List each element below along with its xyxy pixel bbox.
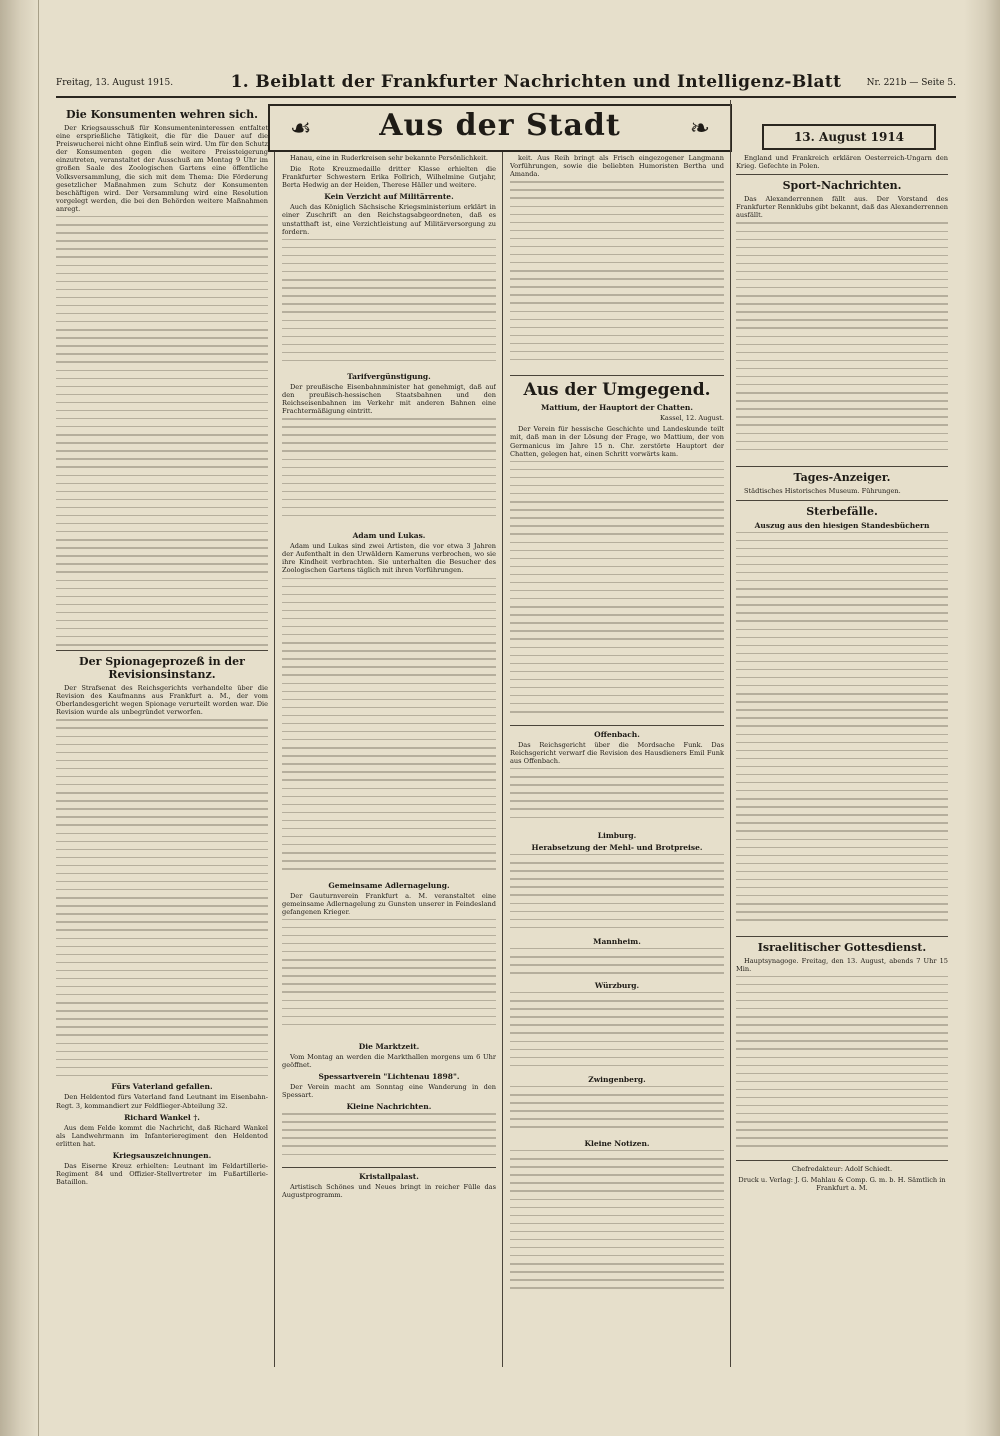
article-headline: Kriegsauszeichnungen. [112, 1150, 212, 1160]
ornament-right-icon: ❧ [689, 114, 710, 142]
text-block [736, 222, 948, 462]
article-headline: Die Marktzeit. [358, 1041, 420, 1051]
text-block [282, 919, 496, 1039]
article-text: Der Verein für hessische Geschichte und Landeskunde teilt mit, daß man in der Lösung der Frage, wo Mattium, der von Germanicus im Jahre 15 n. Chr. zerstörte Hauptort der Chatten, gelegen hat, einen Schritt vorwärts kam. [510, 425, 724, 458]
text-block [282, 418, 496, 528]
service-times [736, 976, 948, 1156]
publisher-credit: Druck u. Verlag: J. G. Mahlau & Comp. G. m. b. H. Sämtlich in Frankfurt a. M. [738, 1175, 946, 1192]
text-block [510, 992, 724, 1072]
section-rule [282, 1167, 496, 1168]
masthead [56, 72, 956, 98]
article-text: Der Kriegsausschuß für Konsumenteninteressen entfaltet eine ersprießliche Tätigkeit, die für die Dauer auf die Preiswucherei nicht ohne Einfluß sein wird. Um für den Schutz der Konsumenten gegen die weitere Preissteigerung einzutreten, veranstaltet der Ausschuß am Montag 9 Uhr im großen Saale des Zoologischen Gartens eine öffentliche Volksversammlung, die sich mit dem Thema: Die Förderung gesetzlicher Maßnahmen zum Schutz der Konsumenten beschäftigen wird. Der Versammlung wird eine Resolution vorgelegt werden, die bei den Behörden weitere Maßnahmen anregt. [56, 124, 268, 213]
article-text: Hauptsynagoge. Freitag, den 13. August, abends 7 Uhr 15 Min. [736, 956, 948, 973]
text-block [282, 578, 496, 878]
article-text: Das Alexanderrennen fällt aus. Der Vorstand des Frankfurter Rennklubs gibt bekannt, daß das Alexanderrennen ausfällt. [736, 195, 948, 220]
issue-date: Freitag, 13. August 1915. [56, 78, 174, 88]
article-headline: Mattium, der Hauptort der Chatten. [541, 403, 693, 413]
editor-credit: Chefredakteur: Adolf Schiedt. [791, 1164, 893, 1173]
article-headline: Kristallpalast. [359, 1172, 419, 1182]
dateline: Kassel, 12. August. [659, 414, 724, 423]
column-1 [56, 104, 268, 1366]
article-headline: Fürs Vaterland gefallen. [111, 1082, 213, 1092]
subheading: Auszug aus den hiesigen Standesbüchern [754, 520, 930, 530]
section-headline: Tages-Anzeiger. [793, 471, 891, 485]
article-text: Artistisch Schönes und Neues bringt in reicher Fülle das Augustprogramm. [282, 1183, 496, 1200]
article-text: Vom Montag an werden die Markthallen morgens um 6 Uhr geöffnet. [282, 1052, 496, 1069]
ornament-left-icon: ☙ [290, 114, 312, 142]
section-rule [510, 725, 724, 726]
supplement-title: 1. Beiblatt der Frankfurter Nachrichten und Intelligenz-Blatt [230, 72, 842, 92]
article-headline: Kleine Notizen. [584, 1139, 650, 1149]
binding-strip [0, 0, 39, 1436]
text-block [510, 181, 724, 371]
place-heading: Würzburg. [594, 981, 640, 991]
article-text: keit. Aus Reih bringt als Frisch eingezogener Langmann Vorführungen, sowie die beliebten Humoristen Bertha und Amanda. [510, 154, 724, 179]
text-block [510, 854, 724, 934]
article-headline: Adam und Lukas. [352, 531, 426, 541]
article-text: Der Verein macht am Sonntag eine Wanderung in den Spessart. [282, 1082, 496, 1100]
article-text: Den Heldentod fürs Vaterland fand Leutnant im Eisenbahn-Regt. 3, kommandiert zur Feldflieger-Abteilung 32. [56, 1093, 268, 1110]
article-headline: Der Spionageprozeß in der Revisionsinstanz. [79, 655, 245, 682]
column-2 [282, 154, 496, 1366]
section-headline: Sterbefälle. [806, 504, 878, 518]
text-block [510, 461, 724, 721]
section-rule [510, 375, 724, 376]
section-rule [736, 174, 948, 175]
article-text: Städtisches Historisches Museum. Führungen. [744, 487, 901, 496]
section-headline: Sport-Nachrichten. [782, 179, 902, 193]
article-headline: Kein Verzicht auf Militärrente. [324, 192, 454, 202]
text-block [510, 1150, 724, 1300]
article-text: Aus dem Felde kommt die Nachricht, daß Richard Wankel als Landwehrmann im Infanterieregiment den Heldentod erlitten hat. [56, 1123, 268, 1148]
article-headline: Tarifvergünstigung. [347, 371, 431, 381]
article-headline: Kleine Nachrichten. [346, 1102, 432, 1112]
death-notices [736, 532, 948, 932]
article-text: Der Strafsenat des Reichsgerichts verhandelte über die Revision des Kaufmanns aus Frankfurt a. M., der vom Oberlandesgericht wegen Spionage verurteilt worden war. Die Revision wurde als unbegründet verworfen. [56, 684, 268, 717]
article-text: Hanau, eine in Ruderkreisen sehr bekannte Persönlichkeit. [290, 154, 488, 162]
article-headline: Die Konsumenten wehren sich. [66, 108, 258, 121]
column-rule [274, 152, 275, 1367]
column-4 [736, 154, 948, 1366]
column-rule [502, 152, 503, 1367]
article-text: England und Frankreich erklären Oesterreich-Ungarn den Krieg. Gefechte in Polen. [736, 154, 948, 171]
place-heading: Mannheim. [593, 937, 641, 947]
text-block [510, 1086, 724, 1136]
text-block [510, 768, 724, 828]
article-text: Das Eiserne Kreuz erhielten: Leutnant im Feldartillerie-Regiment 84 und Offizier-Stellvertreter im Fußartillerie-Bataillon. [56, 1161, 268, 1187]
article-headline: Richard Wankel †. [124, 1112, 200, 1122]
section-rule [56, 650, 268, 651]
issue-number: Nr. 221b — Seite 5. [866, 78, 956, 88]
article-text: Adam und Lukas sind zwei Artisten, die vor etwa 3 Jahren der Aufenthalt in den Urwäldern Kameruns verbrochen, wo sie ihre Kindheit verbrachten. Sie unterhalten die Besucher des Zoologischen Gartens täglich mit ihren Vorführungen. [282, 542, 496, 575]
text-block [282, 239, 496, 369]
article-text: Der Gauturnverein Frankfurt a. M. veranstaltet eine gemeinsame Adlernagelung zu Gunsten unserer in Feindesland gefangenen Krieger. [282, 891, 496, 916]
date-box: 13. August 1914 [762, 124, 936, 150]
place-heading: Limburg. [597, 831, 637, 841]
article-text: Das Reichsgericht über die Mordsache Funk. Das Reichsgericht verwarf die Revision des Hausdieners Emil Funk aus Offenbach. [510, 740, 724, 765]
text-block [56, 719, 268, 1079]
article-headline: Herabsetzung der Mehl- und Brotpreise. [531, 843, 703, 853]
section-headline: Israelitischer Gottesdienst. [757, 940, 927, 954]
text-block [510, 948, 724, 978]
article-text: Der preußische Eisenbahnminister hat genehmigt, daß auf den preußisch-hessischen Staatsbahnen und den Reichseisenbahnen im Verkehr mit anderen Bahnen eine Frachtermäßigung eintritt. [282, 382, 496, 416]
place-heading: Offenbach. [594, 729, 640, 739]
section-banner [268, 104, 732, 152]
page-edge [964, 0, 1000, 1436]
article-headline: Gemeinsame Adlernagelung. [328, 880, 450, 890]
article-headline: Spessartverein "Lichtenau 1898". [318, 1071, 460, 1081]
article-text: Die Rote Kreuzmedaille dritter Klasse erhielten die Frankfurter Schwestern Erika Follrich, Wilhelmine Gutjahr, Berta Hedwig an der Heiden, Therese Häller und weitere. [282, 165, 496, 190]
text-block [282, 1113, 496, 1163]
article-text: Auch das Königlich Sächsische Kriegsministerium erklärt in einer Zuschrift an den Reichstagsabgeordneten, daß es unstatthaft ist, eine Verzichtleistung auf Militärversorgung zu fordern. [282, 203, 496, 236]
place-heading: Zwingenberg. [588, 1075, 646, 1085]
section-rule [736, 1160, 948, 1161]
section-rule [736, 466, 948, 467]
section-title: Aus der Stadt [379, 108, 621, 143]
text-block [56, 216, 268, 646]
column-3 [510, 154, 724, 1366]
section-rule [736, 500, 948, 501]
section-headline: Aus der Umgegend. [523, 380, 711, 401]
column-rule [730, 100, 731, 1367]
section-rule [736, 936, 948, 937]
